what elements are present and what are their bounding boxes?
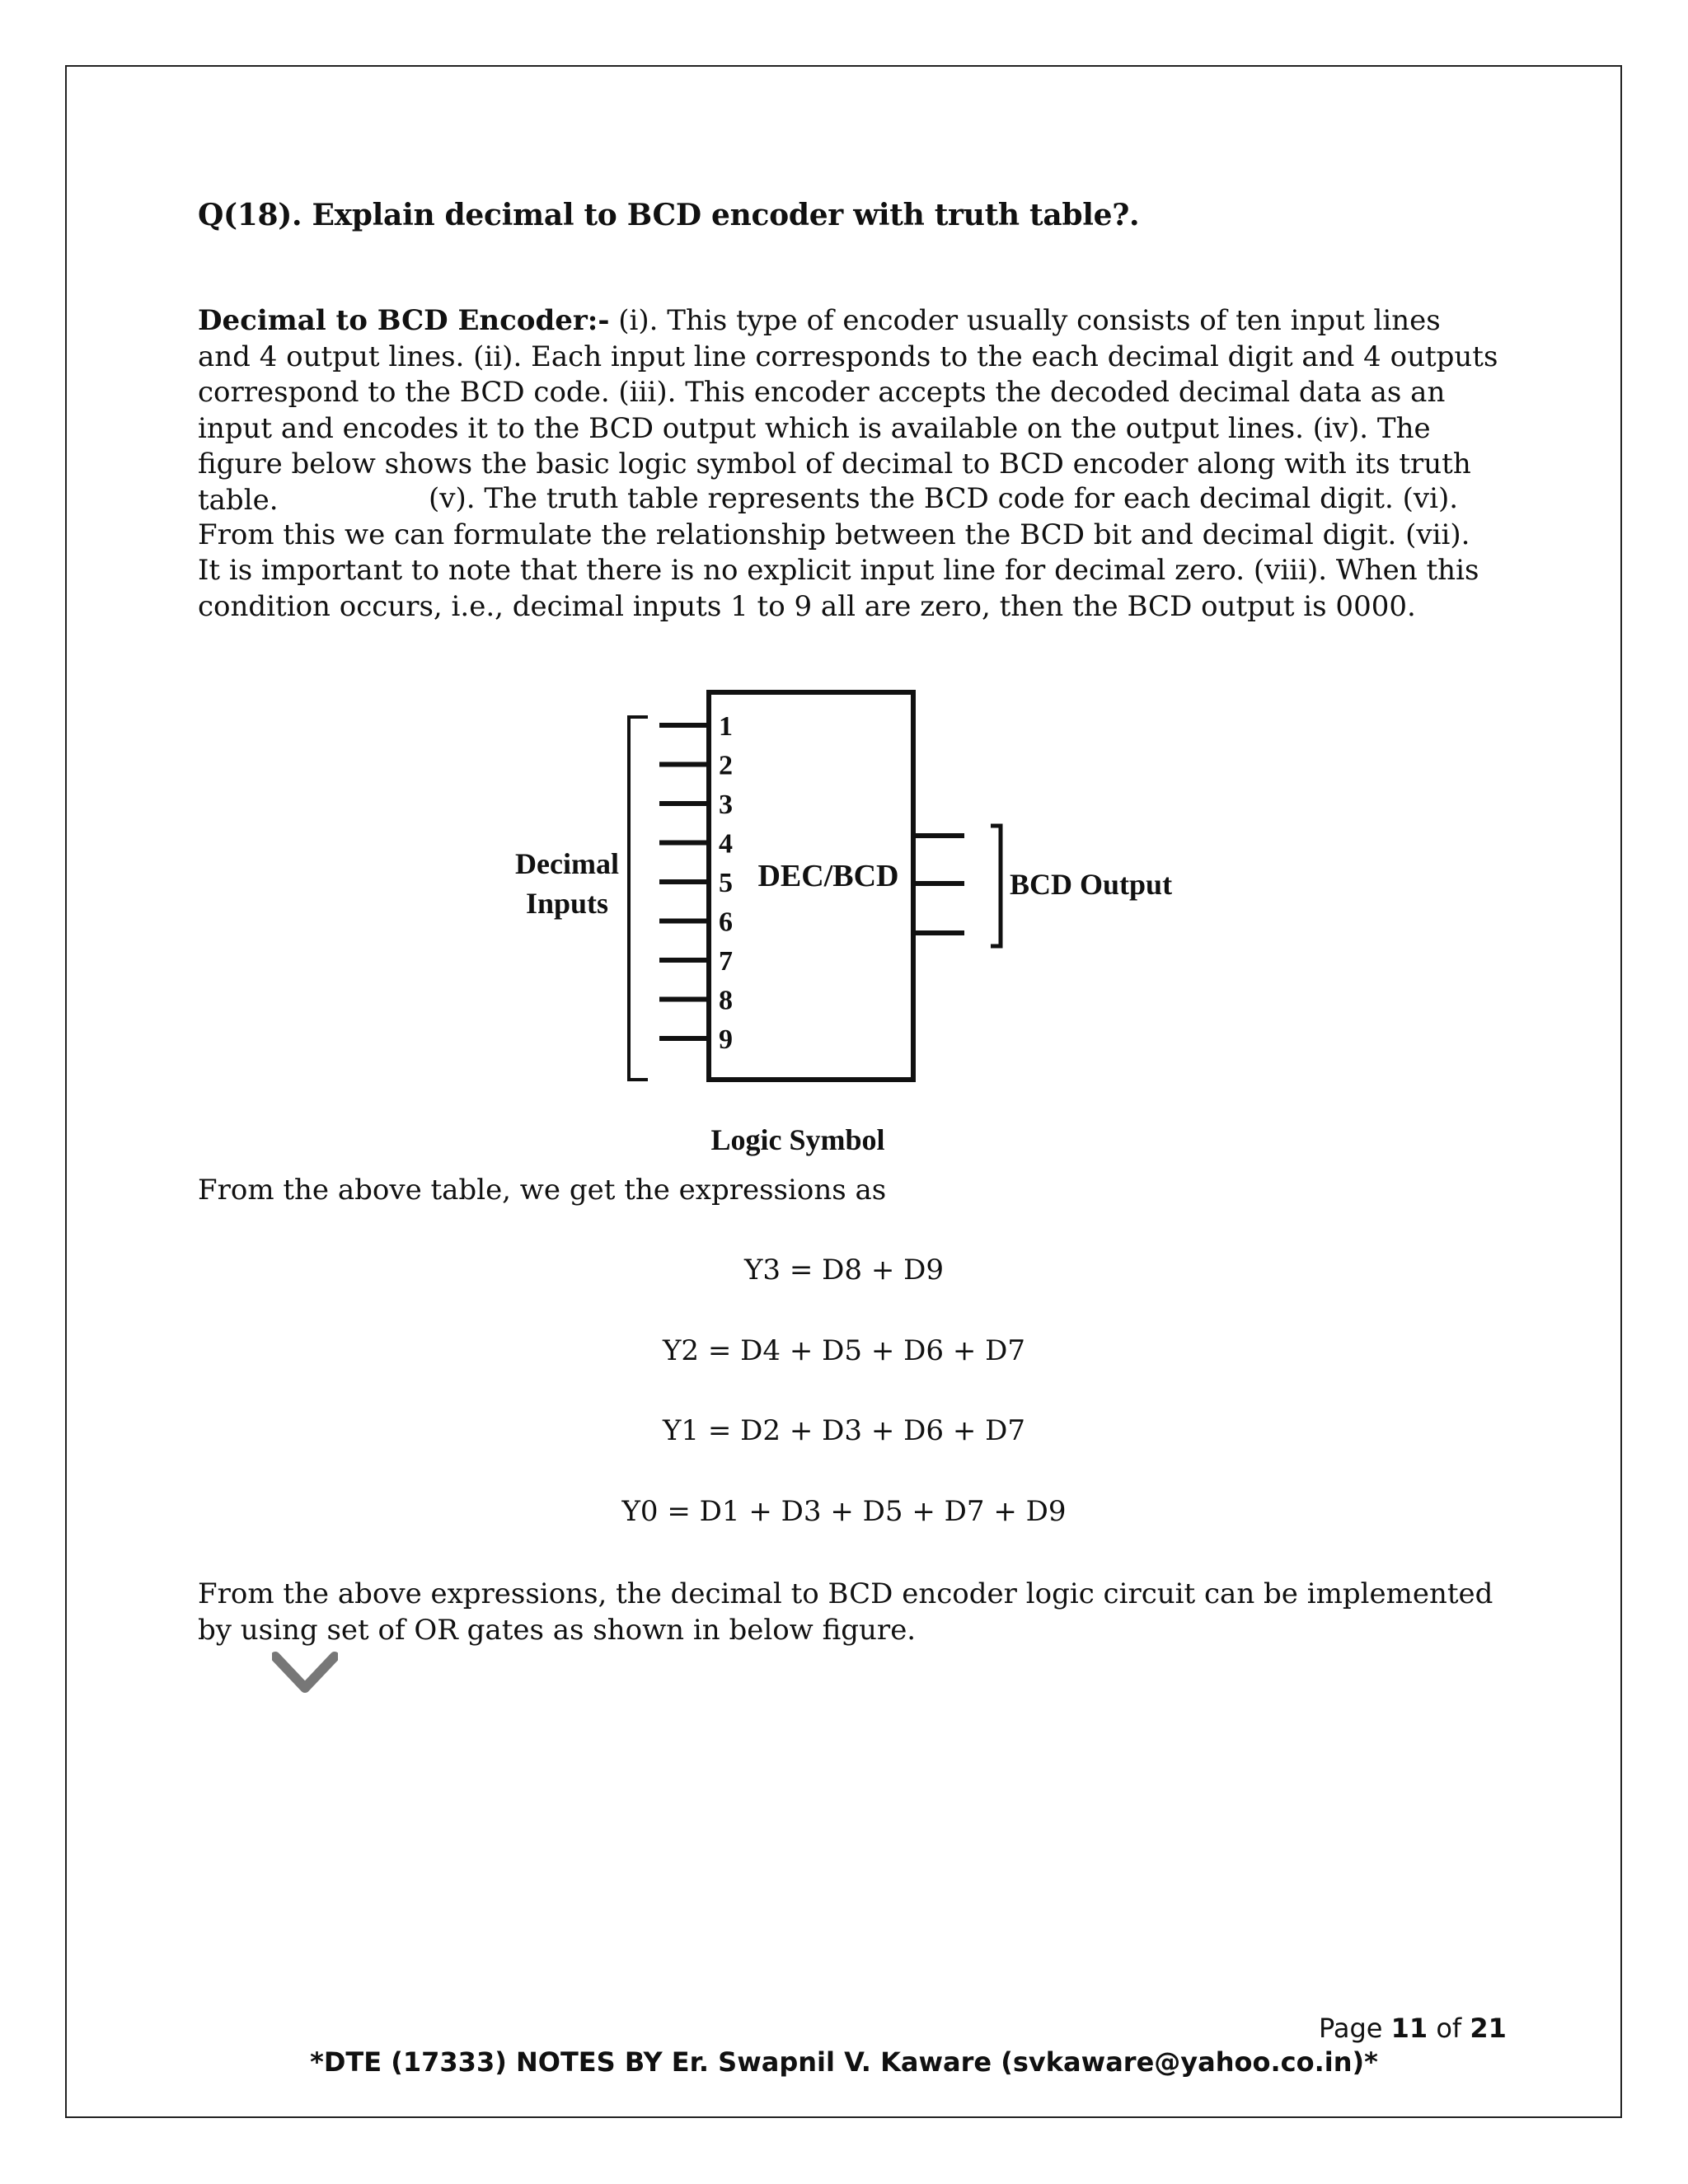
- block-label: DEC/BCD: [757, 859, 899, 893]
- input-number-7: 7: [719, 946, 733, 977]
- question-title: Q(18). Explain decimal to BCD encoder with truth table?.: [198, 198, 1140, 232]
- page-of: of: [1428, 2013, 1470, 2044]
- page-current: 11: [1390, 2013, 1428, 2044]
- diagram-caption: Logic Symbol: [710, 1123, 885, 1156]
- input-number-1: 1: [719, 711, 733, 742]
- input-number-2: 2: [719, 750, 733, 781]
- page-word: Page: [1319, 2013, 1391, 2044]
- input-number-8: 8: [719, 985, 733, 1016]
- conclusion-paragraph: From the above expressions, the decimal to BCD encoder logic circuit can be implemented by using set of OR gates as shown in below figure.: [198, 1577, 1493, 1647]
- equation-y2: Y2 = D4 + D5 + D6 + D7: [662, 1334, 1026, 1367]
- truth-table-paragraph: (v). The truth table represents the BCD code for each decimal digit. (vi). From this we can formulate the relationship between the BCD bit and decimal digit. (vii). It is important to note that there is no explicit input line for decimal zero. (viii). When this condition occurs, i.e., decimal inputs 1 to 9 all are zero, then the BCD output is 0000.: [198, 482, 1479, 623]
- intro-heading: Decimal to BCD Encoder:-: [198, 304, 610, 337]
- footer-notes: *DTE (17333) NOTES BY Er. Swapnil V. Kaware (svkaware@yahoo.co.in)*: [310, 2046, 1378, 2078]
- input-label-decimal: Decimal: [515, 847, 619, 880]
- equation-y1: Y1 = D2 + D3 + D6 + D7: [662, 1414, 1026, 1447]
- input-bracket: [629, 717, 648, 1080]
- checkmark-icon: [272, 1650, 338, 1699]
- input-label-inputs: Inputs: [525, 887, 609, 920]
- input-number-5: 5: [719, 868, 733, 898]
- logic-symbol-diagram: [495, 676, 1203, 1170]
- page-number: [1319, 2013, 1507, 2044]
- equation-y0: Y0 = D1 + D3 + D5 + D7 + D9: [621, 1495, 1067, 1528]
- expressions-intro: From the above table, we get the expressions as: [198, 1174, 887, 1207]
- input-number-4: 4: [719, 828, 733, 860]
- output-bracket: [991, 826, 1001, 946]
- page-total: 21: [1470, 2013, 1507, 2044]
- intro-text: (i). This type of encoder usually consists of ten input lines and 4 output lines. (ii). Each input line corresponds to the each decimal digit and 4 outputs correspond to the BCD code. (iii). This encoder accepts the decoded decimal data as an input and encodes it to the BCD output which is available on the output lines. (iv). The figure below shows the basic logic symbol of decimal to BCD encoder along with its truth table.: [198, 304, 1498, 517]
- input-number-3: 3: [719, 790, 733, 820]
- input-number-9: 9: [719, 1024, 733, 1055]
- output-label: BCD Output: [1010, 868, 1173, 901]
- input-number-6: 6: [719, 907, 733, 938]
- input-numbers: [719, 711, 733, 1055]
- input-lines: [659, 725, 709, 1038]
- equation-y3: Y3 = D8 + D9: [743, 1254, 945, 1286]
